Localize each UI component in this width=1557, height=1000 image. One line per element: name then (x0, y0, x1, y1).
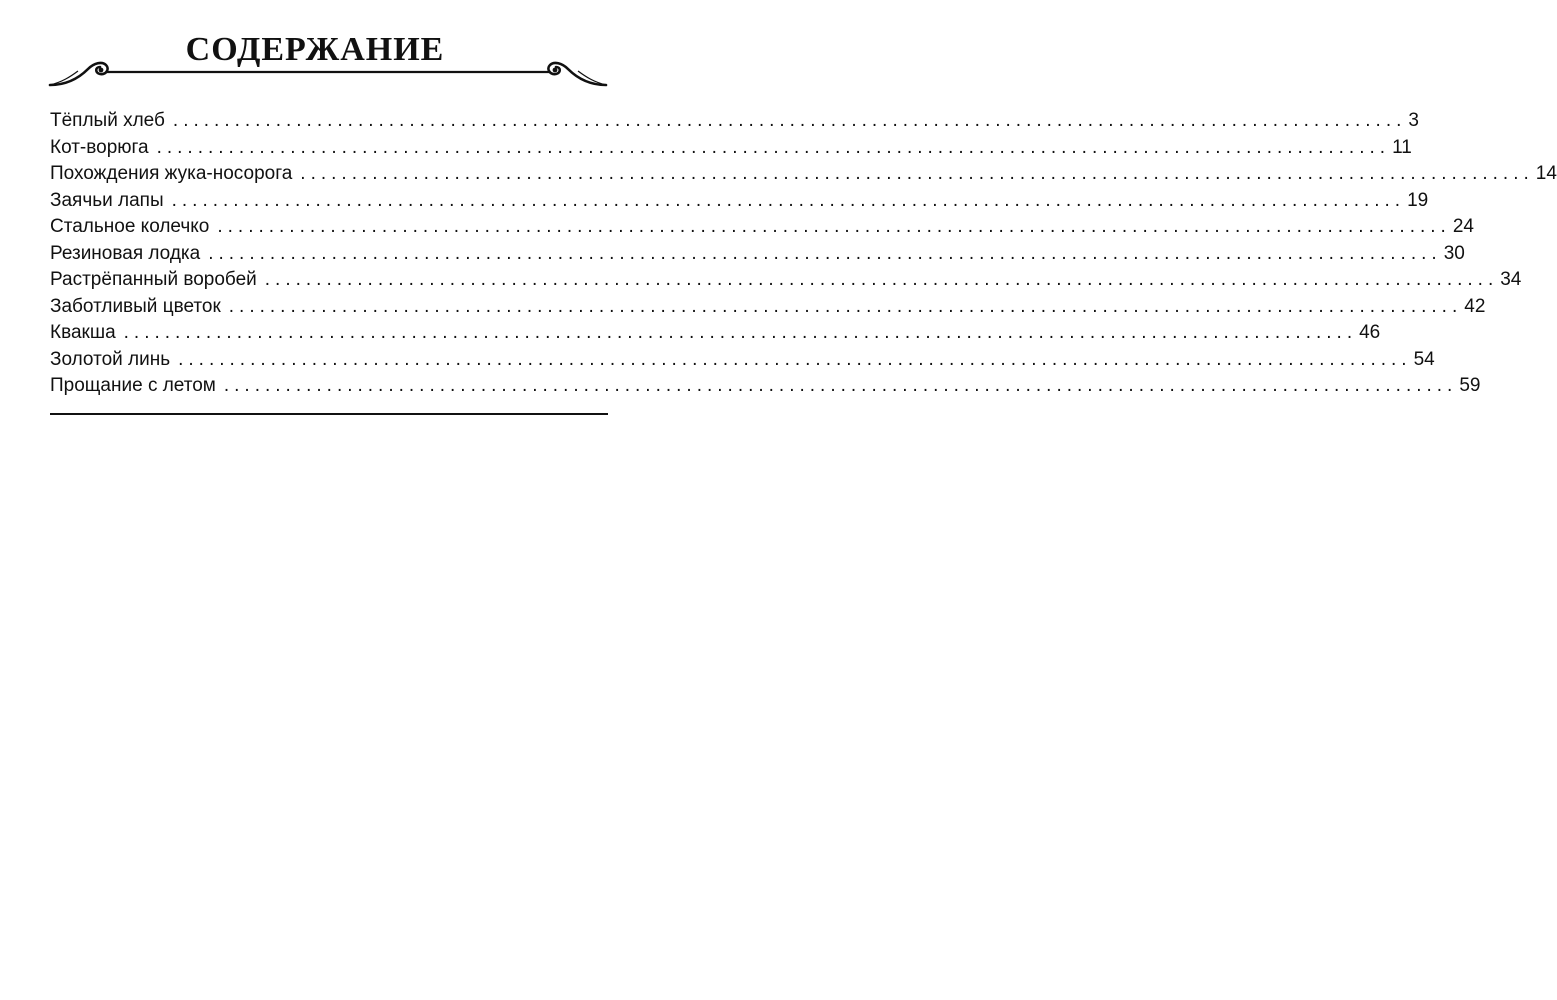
toc-entry (50, 347, 1435, 374)
toc-entry-title: Прощание с летом (50, 375, 216, 396)
dot-leader: ........................................................................................................................ (300, 163, 1534, 184)
toc-entry-page: 42 (1464, 295, 1486, 317)
toc-entry (50, 294, 1486, 321)
toc-entry-title: Квакша (50, 322, 116, 343)
bottom-divider (50, 413, 608, 415)
dot-leader: ........................................................................................................................ (264, 269, 1499, 290)
toc-entry-page: 59 (1459, 375, 1481, 396)
toc-entry-page: 11 (1392, 136, 1412, 158)
toc-entry-title: Похождения жука-носорога (50, 163, 293, 184)
toc-entry (50, 320, 1381, 347)
toc-entry-page: 19 (1407, 189, 1429, 211)
dot-leader: ........................................................................................................................ (178, 348, 1412, 370)
toc-entry-title: Заячьи лапы (50, 189, 164, 211)
toc-entry-title: Растрёпанный воробей (50, 269, 257, 290)
toc-entry-page: 30 (1443, 242, 1465, 264)
toc-entry-page: 54 (1413, 348, 1435, 370)
toc-entry (50, 135, 1412, 162)
toc-entry-page: 24 (1452, 216, 1474, 237)
dot-leader: ........................................................................................................................ (172, 110, 1407, 131)
dot-leader: ........................................................................................................................ (228, 295, 1463, 317)
scroll-divider-icon (48, 55, 608, 89)
toc-entry-title: Стальное колечко (50, 216, 210, 237)
toc-entry (50, 373, 1481, 400)
toc-entry-page: 34 (1500, 269, 1522, 290)
toc-entry (50, 267, 1522, 294)
toc-entry-page: 46 (1359, 322, 1381, 343)
toc-entry (50, 214, 1474, 241)
dot-leader: ........................................................................................................................ (208, 242, 1442, 264)
toc-entry (50, 188, 1429, 215)
dot-leader: ........................................................................................................................ (171, 189, 1406, 211)
toc-entry (50, 241, 1465, 268)
toc-entry-title: Тёплый хлеб (50, 110, 165, 131)
toc-entry-title: Кот-ворюга (50, 136, 149, 158)
toc-entry-title: Заботливый цветок (50, 295, 221, 317)
dot-leader: ........................................................................................................................ (223, 375, 1458, 396)
page-title: СОДЕРЖАНИЕ (185, 31, 445, 68)
toc-entry (50, 161, 1557, 188)
table-of-contents (50, 108, 1557, 400)
dot-leader: ........................................................................................................................ (156, 136, 1391, 158)
dot-leader: ........................................................................................................................ (217, 216, 1451, 237)
dot-leader: ........................................................................................................................ (123, 322, 1358, 343)
toc-entry-page: 14 (1535, 163, 1557, 184)
toc-entry-page: 3 (1408, 110, 1419, 131)
toc-entry-title: Резиновая лодка (50, 242, 201, 264)
toc-entry-title: Золотой линь (50, 348, 171, 370)
toc-entry (50, 108, 1419, 135)
